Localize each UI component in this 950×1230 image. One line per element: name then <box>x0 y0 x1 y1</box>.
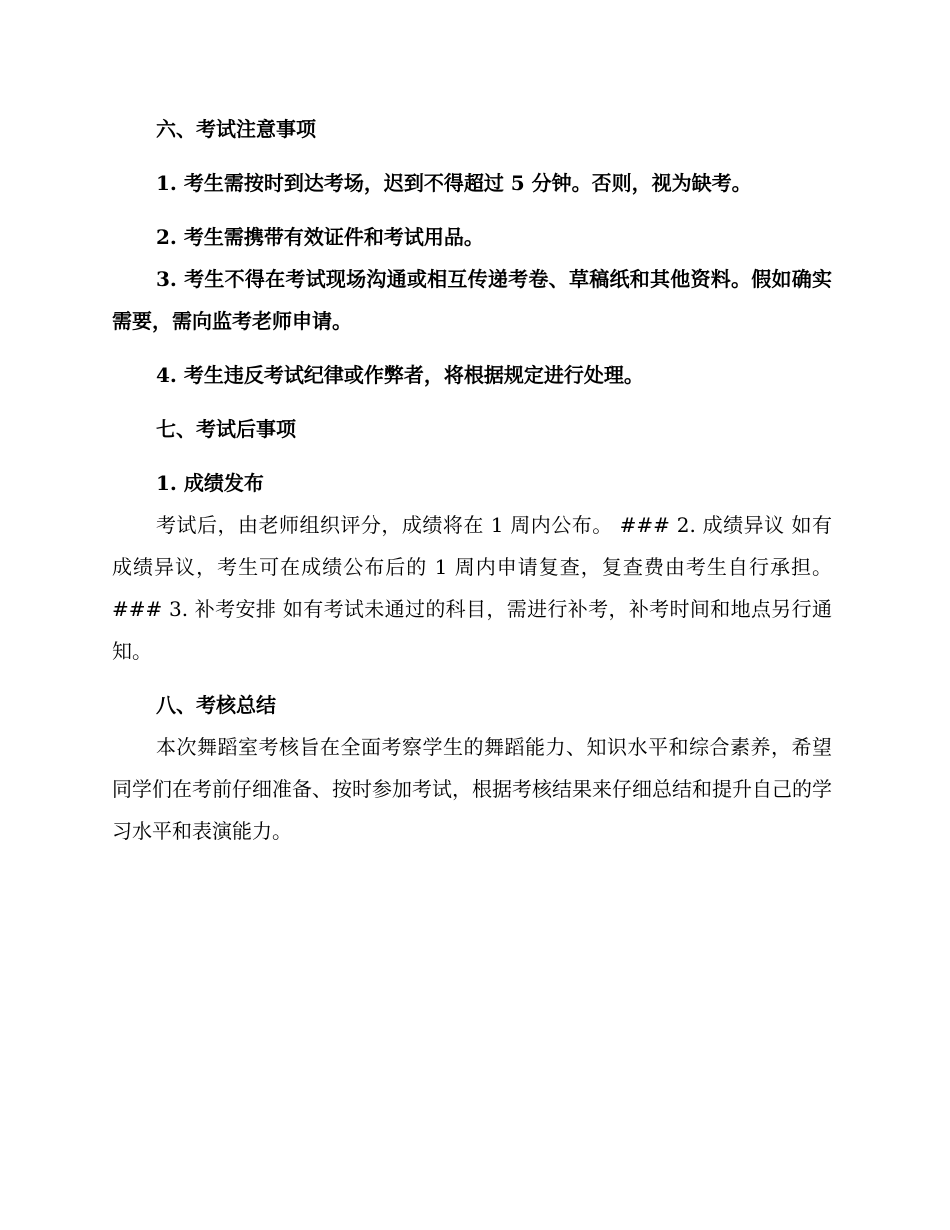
section-7-paragraph: 考试后，由老师组织评分，成绩将在 1 周内公布。 ### 2. 成绩异议 如有成绩异议，考生可在成绩公布后的 1 周内申请复查，复查费由考生自行承担。 ### 3. 补考安排 如有考试未通过的科目，需进行补考，补考时间和地点另行通知。 <box>112 513 832 663</box>
section-8-paragraph: 本次舞蹈室考核旨在全面考察学生的舞蹈能力、知识水平和综合素养，希望同学们在考前仔细准备、按时参加考试，根据考核结果来仔细总结和提升自己的学习水平和表演能力。 <box>112 735 832 843</box>
section-6-item-4: 4. 考生违反考试纪律或作弊者，将根据规定进行处理。 <box>156 363 644 387</box>
section-7-heading: 七、考试后事项 <box>156 417 296 441</box>
section-8-heading: 八、考核总结 <box>156 693 276 717</box>
section-6-heading: 六、考试注意事项 <box>156 117 316 141</box>
section-6-item-2: 2. 考生需携带有效证件和考试用品。 <box>156 225 484 249</box>
section-6-item-1: 1. 考生需按时到达考场，迟到不得超过 5 分钟。否则，视为缺考。 <box>156 171 752 195</box>
section-7-subheading: 1. 成绩发布 <box>156 471 264 495</box>
section-6-item-3: 3. 考生不得在考试现场沟通或相互传递考卷、草稿纸和其他资料。假如确实需要，需向监考老师申请。 <box>112 267 832 333</box>
document-page <box>112 108 832 852</box>
